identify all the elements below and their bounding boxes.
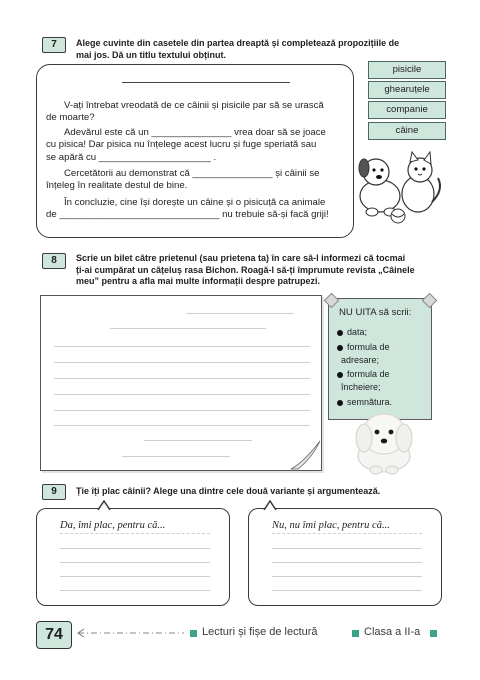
paragraph-3-line2: înțeleg în realitate destul de bine. — [46, 180, 188, 191]
writing-line[interactable] — [110, 328, 266, 329]
reminder-card — [328, 298, 432, 420]
word-box-companie: companie — [368, 101, 446, 119]
answer-line[interactable] — [60, 562, 210, 563]
paragraph-4-line2: de ______________________________ nu trebuie să-și facă griji! — [46, 209, 329, 220]
speech-tail — [96, 500, 116, 510]
paragraph-2-line2: cu pisica! Dar pisica nu înțelege acest lucru și fuge speriată sau — [46, 139, 317, 150]
instruction-line: meu” pentru a afla mai multe informații despre patrupezi. — [76, 276, 321, 286]
answer-line[interactable] — [60, 576, 210, 577]
bullet-icon — [337, 372, 343, 378]
writing-line[interactable] — [122, 456, 230, 457]
reminder-item-continuation: încheiere; — [341, 382, 381, 392]
paragraph-2-line3: se apără cu _____________________ . — [46, 152, 217, 163]
word-box-caine: câine — [368, 122, 446, 140]
answer-line[interactable] — [60, 590, 210, 591]
footer-square-icon — [430, 630, 437, 637]
reminder-item-text: data; — [347, 327, 368, 337]
speech-tail — [262, 500, 282, 510]
title-blank[interactable] — [122, 82, 290, 83]
writing-line[interactable] — [186, 313, 294, 314]
answer-line[interactable] — [60, 548, 210, 549]
answer-line[interactable] — [60, 533, 210, 534]
instruction-line: mai jos. Dă un titlu textului obținut. — [76, 49, 226, 60]
reminder-item-continuation: adresare; — [341, 355, 380, 365]
page-number: 74 — [36, 621, 72, 649]
bullet-icon — [337, 345, 343, 351]
paragraph-3-line1: Cercetătorii au demonstrat că _______________ și câinii se — [64, 168, 320, 179]
writing-line[interactable] — [54, 425, 310, 426]
instruction-line: ți-ai cumpărat un cățeluș rasa Bichon. Roagă-l să-ți împrumute revista „Câinele — [76, 264, 415, 275]
answer-line[interactable] — [272, 533, 422, 534]
reminder-item — [337, 342, 390, 353]
option-no-text: Nu, nu îmi plac, pentru că... — [272, 520, 390, 531]
dash-arrow-decoration — [76, 627, 186, 639]
paragraph-4-line1: În concluzie, cine își dorește un câine și o pisicuță ca animale — [64, 197, 326, 208]
bullet-icon — [337, 330, 343, 336]
book-title: Lecturi și fișe de lectură — [202, 626, 318, 638]
writing-line[interactable] — [54, 394, 310, 395]
option-yes-text: Da, îmi plac, pentru că... — [60, 520, 166, 531]
reminder-title: NU UITA să scrii: — [339, 307, 412, 318]
answer-line[interactable] — [272, 548, 422, 549]
reminder-item-text: semnătura. — [347, 397, 393, 407]
reminder-item-text: formula de — [347, 369, 390, 379]
writing-line[interactable] — [54, 410, 310, 411]
exercise-number-9: 9 — [42, 484, 66, 500]
paragraph-2-line1: Adevărul este că un _______________ vrea doar să se joace — [64, 127, 326, 138]
bullet-icon — [337, 400, 343, 406]
writing-line[interactable] — [54, 378, 310, 379]
cat-and-dog-illustration — [352, 150, 446, 226]
reminder-item-text: formula de — [347, 342, 390, 352]
instruction-line: Scrie un bilet către prietenul (sau prietena ta) în care să-l informezi că tocmai — [76, 253, 406, 263]
exercise-9-instruction: Ție îți plac câinii? Alege una dintre cele două variante și argumentează. — [76, 486, 381, 496]
answer-line[interactable] — [272, 576, 422, 577]
paragraph-1-line2: de moarte? — [46, 112, 95, 123]
footer-square-icon — [352, 630, 359, 637]
answer-line[interactable] — [272, 590, 422, 591]
exercise-number-8: 8 — [42, 253, 66, 269]
exercise-8-instruction — [76, 253, 446, 288]
reminder-item — [337, 369, 390, 380]
footer-square-icon — [190, 630, 197, 637]
reminder-item — [337, 327, 367, 338]
word-box-pisicile: pisicile — [368, 61, 446, 79]
exercise-number-7: 7 — [42, 37, 66, 53]
page-curl-corner — [290, 440, 321, 470]
writing-line[interactable] — [144, 440, 252, 441]
letter-note-paper — [40, 295, 322, 471]
word-box-ghearutele: ghearuțele — [368, 81, 446, 99]
writing-line[interactable] — [54, 346, 310, 347]
paragraph-1-line1: V-ați întrebat vreodată de ce câinii și pisicile par să se urască — [64, 100, 324, 111]
grade-label: Clasa a II-a — [364, 626, 421, 638]
exercise-7-instruction — [76, 38, 446, 61]
instruction-line: Alege cuvinte din casetele din partea dreaptă și completează propozițiile de — [76, 38, 400, 48]
answer-line[interactable] — [272, 562, 422, 563]
bichon-puppy-photo — [348, 404, 420, 476]
writing-line[interactable] — [54, 362, 310, 363]
